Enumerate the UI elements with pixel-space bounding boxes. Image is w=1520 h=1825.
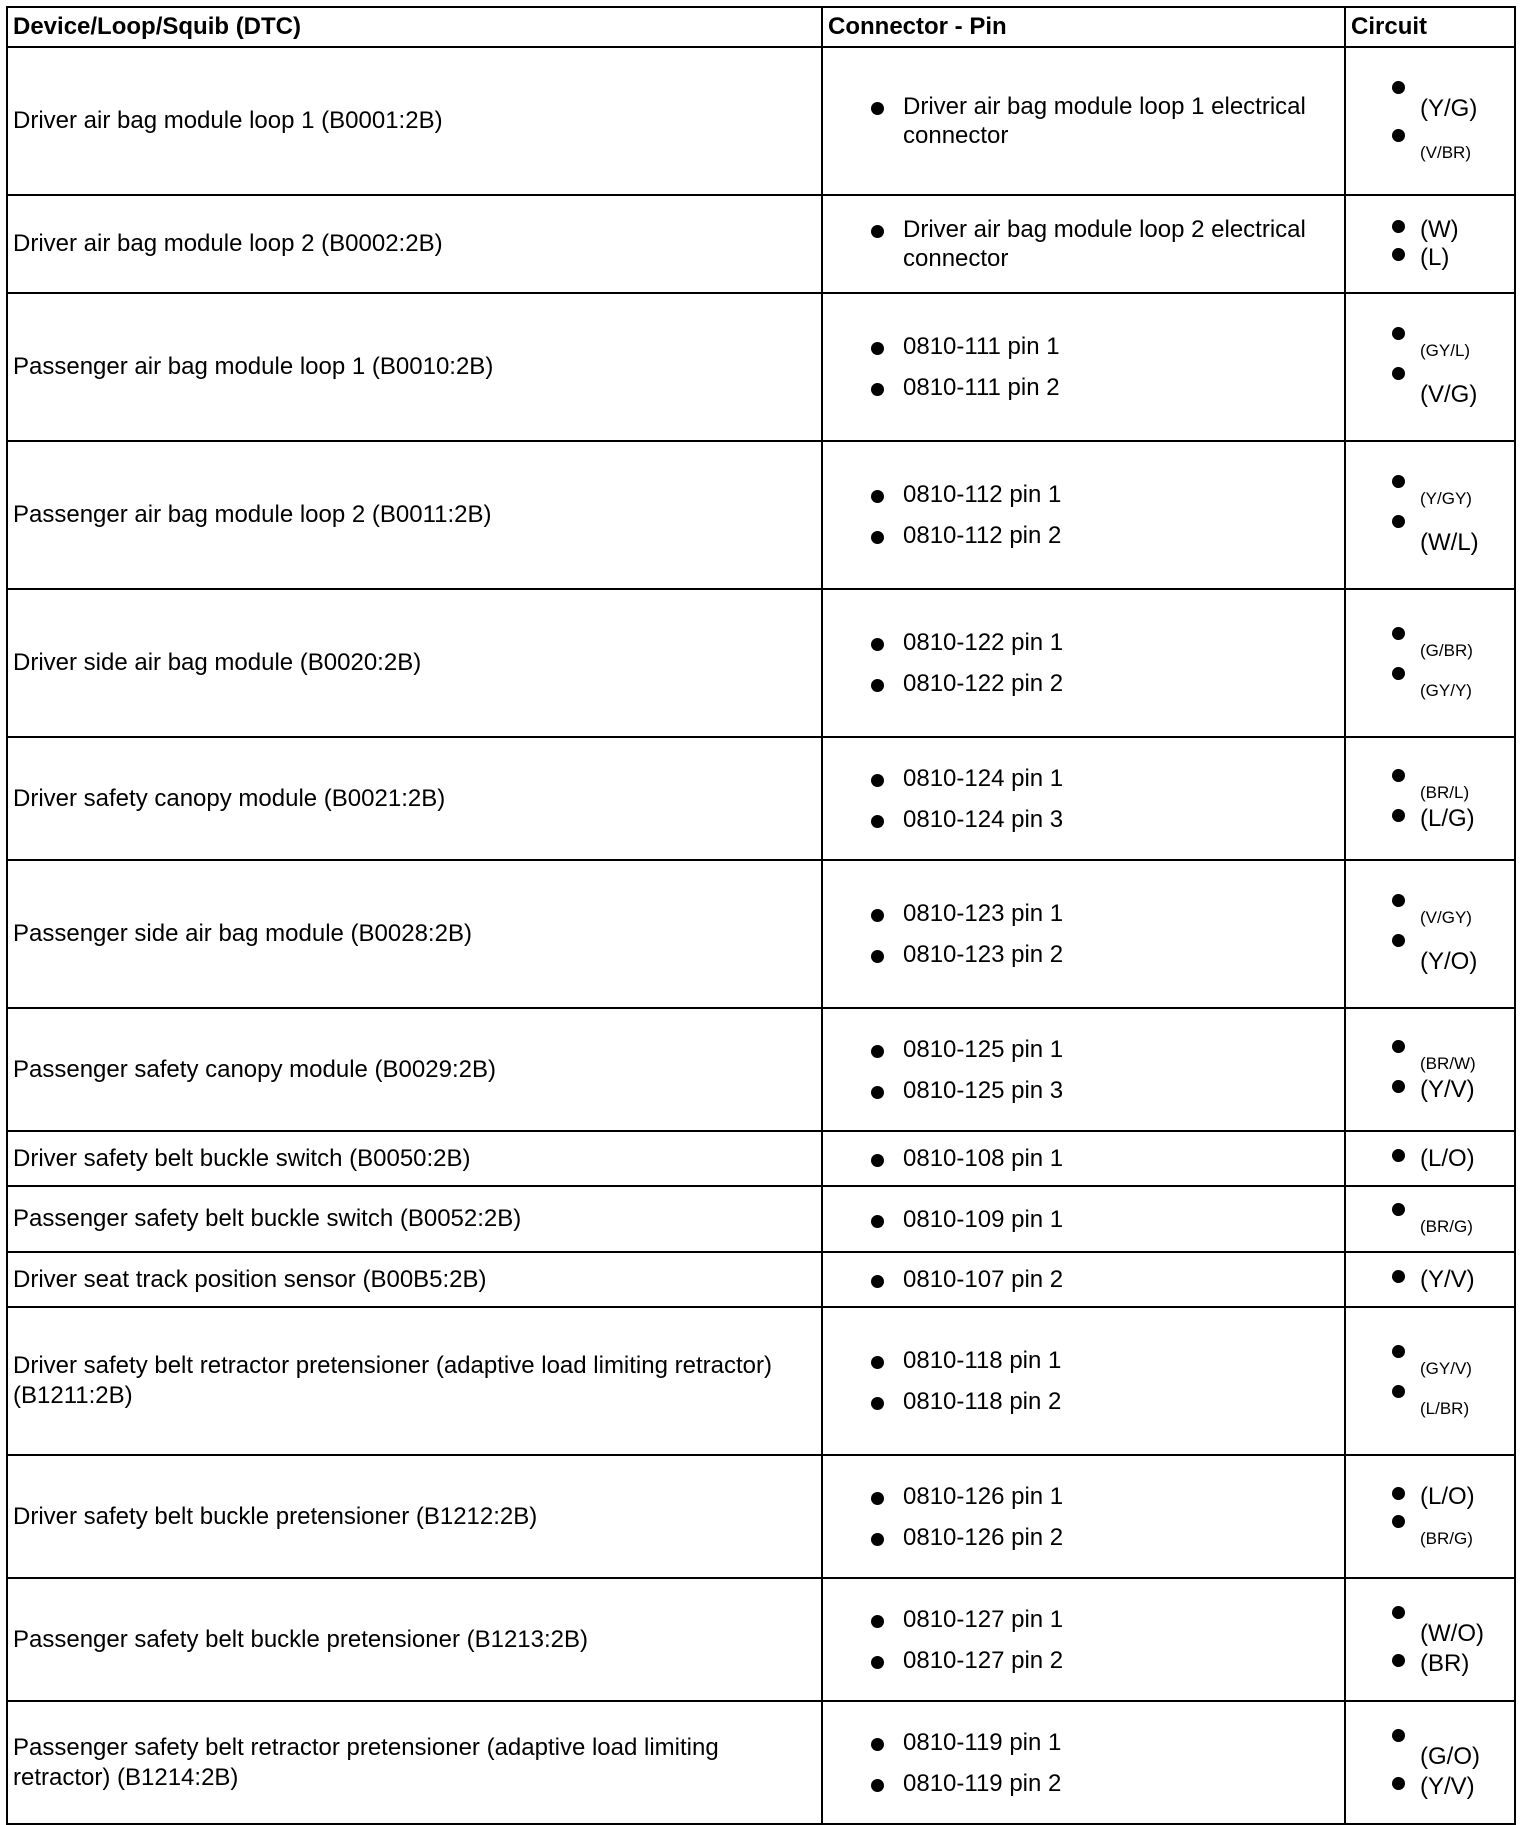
table-row — [7, 47, 1515, 195]
device-cell: Driver safety belt buckle switch (B0050:2B) — [7, 1131, 822, 1186]
circuit-code: (W/O) — [1392, 1604, 1514, 1648]
table-row — [7, 737, 1515, 860]
table-body — [7, 47, 1515, 1824]
circuit-code: (Y/O) — [1392, 932, 1514, 976]
connector-cell — [822, 47, 1345, 195]
circuit-code: (W/L) — [1392, 513, 1514, 557]
table-row — [7, 441, 1515, 589]
circuit-cell — [1345, 1578, 1515, 1701]
connector-pin-list — [871, 1482, 1336, 1552]
circuit-cell — [1345, 1008, 1515, 1131]
connector-cell — [822, 737, 1345, 860]
connector-pin-item: 0810-118 pin 2 — [871, 1387, 1336, 1416]
connector-cell — [822, 1252, 1345, 1307]
circuit-code: (L) — [1392, 246, 1514, 270]
circuit-code: (Y/V) — [1392, 1078, 1514, 1102]
circuit-code: (V/GY) — [1392, 892, 1514, 928]
connector-pin-list — [871, 1265, 1336, 1294]
connector-pin-item: Driver air bag module loop 1 electrical connector — [871, 92, 1336, 150]
device-cell: Driver safety belt buckle pretensioner (B1212:2B) — [7, 1455, 822, 1578]
circuit-code: (BR/G) — [1392, 1201, 1514, 1237]
connector-pin-item: 0810-111 pin 2 — [871, 373, 1336, 402]
circuit-cell — [1345, 47, 1515, 195]
device-cell: Passenger air bag module loop 2 (B0011:2B) — [7, 441, 822, 589]
circuit-code: (BR) — [1392, 1652, 1514, 1676]
table-row — [7, 293, 1515, 441]
connector-pin-list — [871, 1205, 1336, 1234]
circuit-code: (L/BR) — [1392, 1383, 1514, 1419]
connector-pin-item: 0810-111 pin 1 — [871, 332, 1336, 361]
connector-pin-item: 0810-124 pin 3 — [871, 805, 1336, 834]
table-row — [7, 1008, 1515, 1131]
circuit-cell — [1345, 293, 1515, 441]
connector-pin-item: 0810-119 pin 2 — [871, 1769, 1336, 1798]
connector-pin-item: 0810-107 pin 2 — [871, 1265, 1336, 1294]
circuit-code: (G/BR) — [1392, 625, 1514, 661]
connector-pin-item: 0810-126 pin 1 — [871, 1482, 1336, 1511]
connector-pin-item: 0810-112 pin 1 — [871, 480, 1336, 509]
circuit-cell — [1345, 737, 1515, 860]
device-cell: Passenger side air bag module (B0028:2B) — [7, 860, 822, 1008]
connector-cell — [822, 441, 1345, 589]
circuit-code: (G/O) — [1392, 1727, 1514, 1771]
connector-cell — [822, 1131, 1345, 1186]
connector-pin-item: 0810-125 pin 1 — [871, 1035, 1336, 1064]
connector-pin-list — [871, 1728, 1336, 1798]
connector-cell — [822, 195, 1345, 293]
circuit-cell — [1345, 1186, 1515, 1252]
circuit-cell — [1345, 589, 1515, 737]
table-row — [7, 1186, 1515, 1252]
table-row — [7, 1307, 1515, 1455]
connector-pin-item: Driver air bag module loop 2 electrical connector — [871, 215, 1336, 273]
table-row — [7, 1701, 1515, 1824]
connector-cell — [822, 1701, 1345, 1824]
connector-cell — [822, 1578, 1345, 1701]
circuit-code: (BR/G) — [1392, 1513, 1514, 1549]
circuit-cell — [1345, 441, 1515, 589]
connector-pin-item: 0810-122 pin 2 — [871, 669, 1336, 698]
circuit-code: (W) — [1392, 218, 1514, 242]
circuit-code: (BR/W) — [1392, 1038, 1514, 1074]
table-row — [7, 1252, 1515, 1307]
circuit-code: (Y/V) — [1392, 1268, 1514, 1292]
circuit-code: (L/O) — [1392, 1147, 1514, 1171]
header-connector-pin: Connector - Pin — [822, 7, 1345, 47]
table-row — [7, 860, 1515, 1008]
connector-pin-list — [871, 332, 1336, 402]
table-row — [7, 1131, 1515, 1186]
table-row — [7, 1578, 1515, 1701]
connector-pin-item: 0810-122 pin 1 — [871, 628, 1336, 657]
table-row — [7, 589, 1515, 737]
device-cell: Passenger safety belt retractor pretensioner (adaptive load limiting retractor) (B1214:2B) — [7, 1701, 822, 1824]
connector-pin-list — [871, 1346, 1336, 1416]
device-cell: Passenger safety canopy module (B0029:2B) — [7, 1008, 822, 1131]
connector-pin-list — [871, 1035, 1336, 1105]
header-row — [7, 7, 1515, 47]
circuit-code: (GY/L) — [1392, 325, 1514, 361]
circuit-cell — [1345, 1307, 1515, 1455]
connector-pin-item: 0810-118 pin 1 — [871, 1346, 1336, 1375]
circuit-cell — [1345, 860, 1515, 1008]
connector-cell — [822, 293, 1345, 441]
connector-pin-item: 0810-124 pin 1 — [871, 764, 1336, 793]
circuit-code: (V/G) — [1392, 365, 1514, 409]
connector-pin-item: 0810-125 pin 3 — [871, 1076, 1336, 1105]
circuit-code: (Y/GY) — [1392, 473, 1514, 509]
table-row — [7, 195, 1515, 293]
connector-pin-item: 0810-119 pin 1 — [871, 1728, 1336, 1757]
connector-pin-item: 0810-127 pin 1 — [871, 1605, 1336, 1634]
connector-pin-list — [871, 764, 1336, 834]
device-cell: Passenger safety belt buckle pretensioner (B1213:2B) — [7, 1578, 822, 1701]
connector-pin-item: 0810-109 pin 1 — [871, 1205, 1336, 1234]
connector-pin-list — [871, 480, 1336, 550]
connector-cell — [822, 1307, 1345, 1455]
connector-pin-item: 0810-112 pin 2 — [871, 521, 1336, 550]
circuit-code: (Y/G) — [1392, 79, 1514, 123]
connector-pin-list — [871, 1144, 1336, 1173]
device-cell: Driver safety belt retractor pretensioner (adaptive load limiting retractor) (B1211:2B) — [7, 1307, 822, 1455]
circuit-code: (L/G) — [1392, 807, 1514, 831]
connector-cell — [822, 1186, 1345, 1252]
device-cell: Driver seat track position sensor (B00B5:2B) — [7, 1252, 822, 1307]
circuit-code: (V/BR) — [1392, 127, 1514, 163]
connector-cell — [822, 860, 1345, 1008]
circuit-code: (GY/V) — [1392, 1343, 1514, 1379]
connector-pin-item: 0810-123 pin 2 — [871, 940, 1336, 969]
connector-cell — [822, 589, 1345, 737]
header-circuit: Circuit — [1345, 7, 1515, 47]
circuit-cell — [1345, 195, 1515, 293]
device-cell: Driver air bag module loop 2 (B0002:2B) — [7, 195, 822, 293]
connector-pin-item: 0810-126 pin 2 — [871, 1523, 1336, 1552]
connector-pin-list — [871, 1605, 1336, 1675]
connector-pin-list — [871, 899, 1336, 969]
circuit-code: (L/O) — [1392, 1485, 1514, 1509]
connector-pin-list — [871, 628, 1336, 698]
connector-pin-item: 0810-127 pin 2 — [871, 1646, 1336, 1675]
device-cell: Driver safety canopy module (B0021:2B) — [7, 737, 822, 860]
connector-pin-list — [871, 92, 1336, 150]
device-cell: Driver air bag module loop 1 (B0001:2B) — [7, 47, 822, 195]
header-device: Device/Loop/Squib (DTC) — [7, 7, 822, 47]
dtc-connector-table — [6, 6, 1516, 1825]
circuit-code: (Y/V) — [1392, 1775, 1514, 1799]
circuit-cell — [1345, 1131, 1515, 1186]
connector-cell — [822, 1455, 1345, 1578]
connector-pin-item: 0810-123 pin 1 — [871, 899, 1336, 928]
circuit-code: (GY/Y) — [1392, 665, 1514, 701]
circuit-code: (BR/L) — [1392, 767, 1514, 803]
connector-cell — [822, 1008, 1345, 1131]
connector-pin-item: 0810-108 pin 1 — [871, 1144, 1336, 1173]
table-row — [7, 1455, 1515, 1578]
circuit-cell — [1345, 1252, 1515, 1307]
device-cell: Passenger air bag module loop 1 (B0010:2B) — [7, 293, 822, 441]
connector-pin-list — [871, 215, 1336, 273]
device-cell: Driver side air bag module (B0020:2B) — [7, 589, 822, 737]
circuit-cell — [1345, 1455, 1515, 1578]
circuit-cell — [1345, 1701, 1515, 1824]
device-cell: Passenger safety belt buckle switch (B0052:2B) — [7, 1186, 822, 1252]
